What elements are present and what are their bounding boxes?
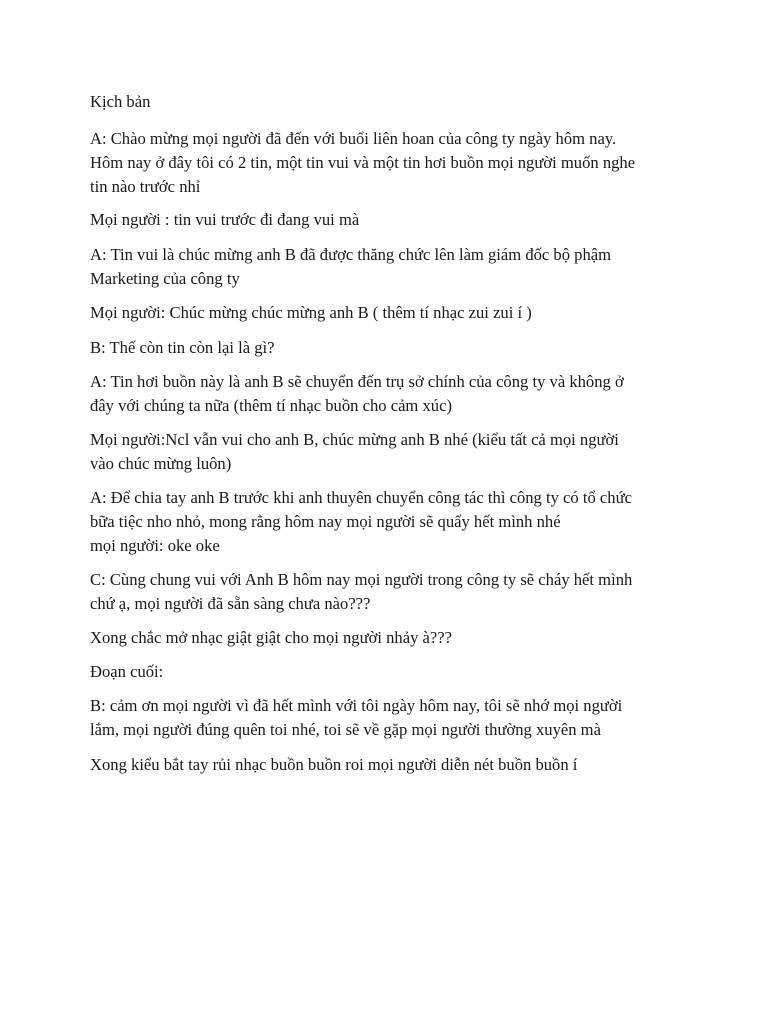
- text-line: bữa tiệc nho nhỏ, mong rằng hôm nay mọi người sẽ quẩy hết mình nhé: [90, 512, 561, 531]
- text-line: B: cảm ơn mọi người vì đã hết mình với tôi ngày hôm nay, tôi sẽ nhớ mọi người: [90, 696, 623, 715]
- dialogue-paragraph: [90, 127, 690, 199]
- text-line: Mọi người : tin vui trước đi đang vui mà: [90, 210, 360, 229]
- text-line: Đoạn cuối:: [90, 662, 164, 681]
- title-paragraph: [90, 90, 690, 114]
- text-line: Marketing của công ty: [90, 269, 240, 288]
- text-line: mọi người: oke oke: [90, 536, 220, 555]
- dialogue-paragraph: [90, 370, 690, 418]
- text-line: tin nào trước nhỉ: [90, 177, 201, 196]
- text-line: lắm, mọi người đúng quên toi nhé, toi sẽ về gặp mọi người thường xuyên mà: [90, 720, 601, 739]
- dialogue-paragraph: [90, 626, 690, 650]
- text-line: đây với chúng ta nữa (thêm tí nhạc buồn cho cảm xúc): [90, 396, 452, 415]
- dialogue-paragraph: [90, 301, 690, 325]
- text-line: A: Chào mừng mọi người đã đến với buổi liên hoan của công ty ngày hôm nay.: [90, 129, 617, 148]
- text-line: Kịch bản: [90, 92, 151, 111]
- text-line: vào chúc mừng luôn): [90, 454, 232, 473]
- dialogue-paragraph: [90, 568, 690, 616]
- text-line: B: Thế còn tin còn lại là gì?: [90, 338, 275, 357]
- text-line: Hôm nay ở đây tôi có 2 tin, một tin vui và một tin hơi buồn mọi người muốn nghe: [90, 153, 636, 172]
- dialogue-paragraph: [90, 243, 690, 291]
- text-line: C: Cùng chung vui với Anh B hôm nay mọi người trong công ty sẽ cháy hết mình: [90, 570, 633, 589]
- text-line: A: Tin vui là chúc mừng anh B đã được thăng chức lên làm giám đốc bộ phậm: [90, 245, 612, 264]
- text-line: Xong kiểu bắt tay rủi nhạc buồn buồn roi mọi người diễn nét buồn buồn í: [90, 755, 578, 774]
- section-heading: [90, 660, 690, 684]
- dialogue-paragraph: [90, 486, 690, 558]
- text-line: Mọi người:Ncl vẫn vui cho anh B, chúc mừng anh B nhé (kiểu tất cả mọi người: [90, 430, 619, 449]
- dialogue-paragraph: [90, 208, 690, 232]
- dialogue-paragraph: [90, 694, 690, 742]
- dialogue-paragraph: [90, 336, 690, 360]
- dialogue-paragraph: [90, 428, 690, 476]
- text-line: Xong chắc mở nhạc giật giật cho mọi người nhảy à???: [90, 628, 452, 647]
- dialogue-paragraph: [90, 753, 690, 777]
- text-line: A: Tin hơi buồn này là anh B sẽ chuyển đến trụ sở chính của công ty và không ở: [90, 372, 624, 391]
- text-line: A: Để chia tay anh B trước khi anh thuyên chuyển công tác thì công ty có tổ chức: [90, 488, 632, 507]
- text-line: chứ ạ, mọi người đã sẵn sàng chưa nào???: [90, 594, 371, 613]
- text-line: Mọi người: Chúc mừng chúc mừng anh B ( thêm tí nhạc zui zui í ): [90, 303, 532, 322]
